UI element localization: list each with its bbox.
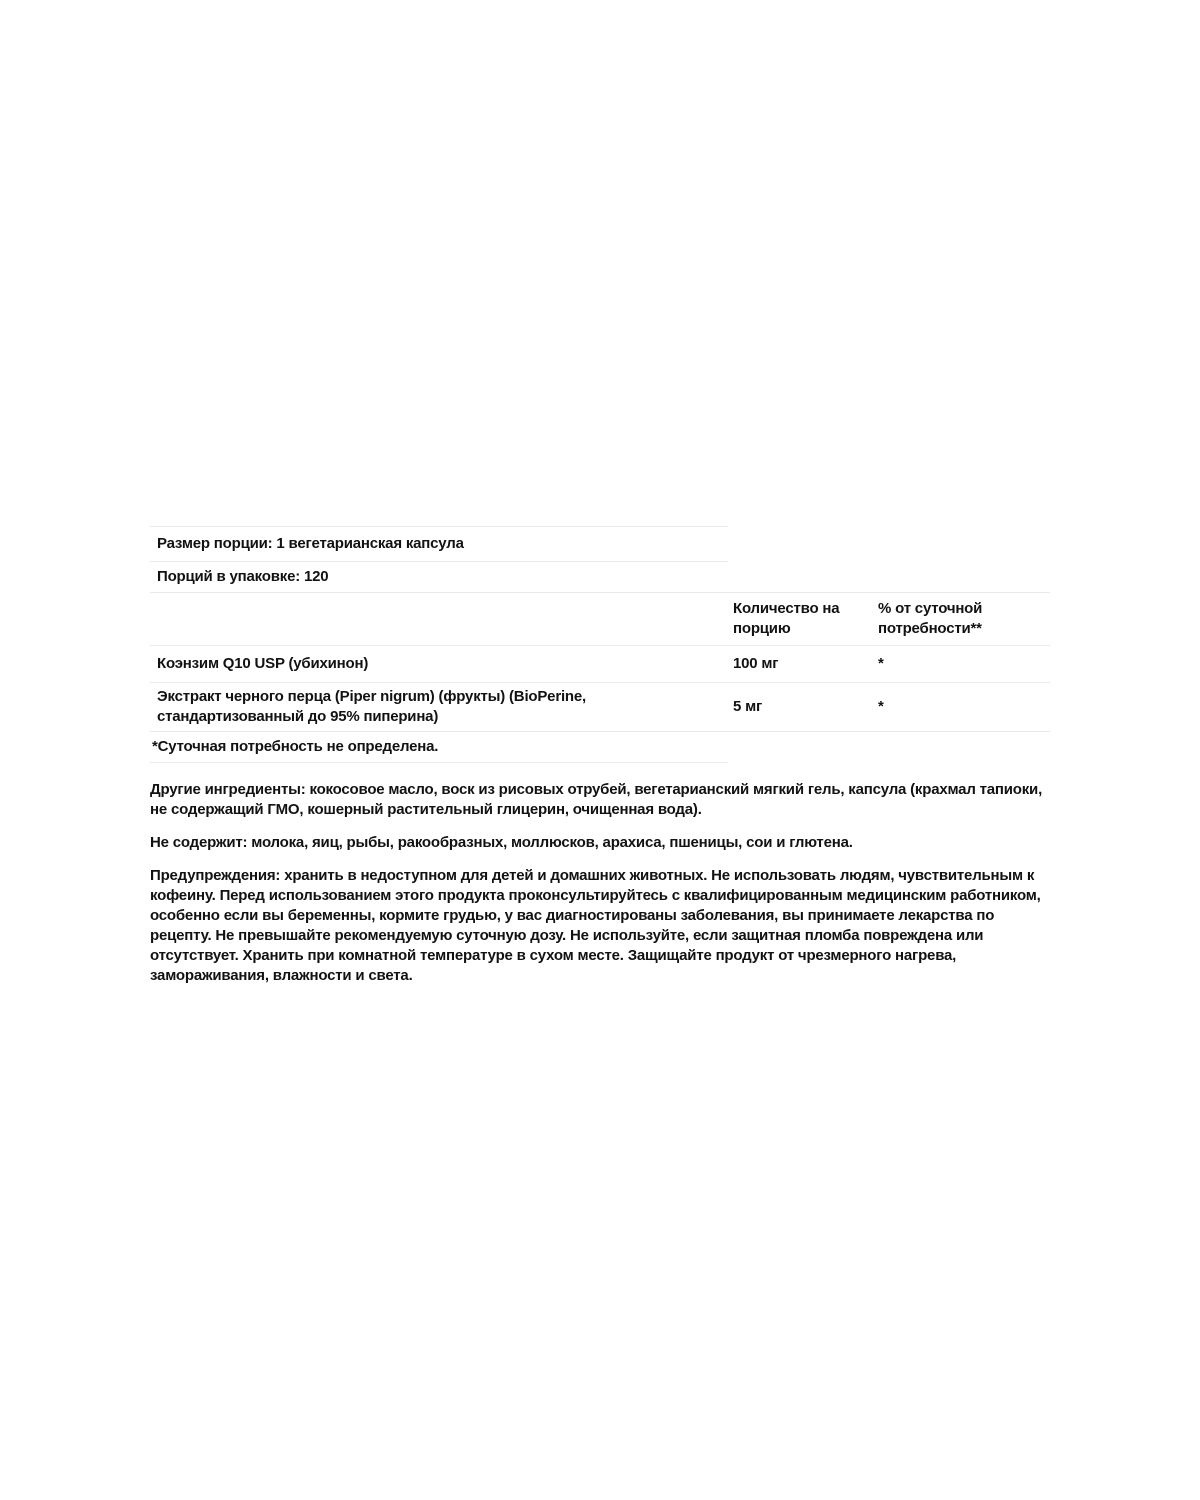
column-header-amount-per-serving: Количество на порцию	[733, 600, 840, 637]
supplement-label	[150, 526, 1050, 986]
serving-size-row	[150, 527, 728, 562]
table-header-row	[150, 593, 1050, 646]
free-of-paragraph: Не содержит: молока, яиц, рыбы, ракообразных, моллюсков, арахиса, пшеницы, сои и глютена.	[150, 834, 853, 851]
ingredient-name: Экстракт черного перца (Piper nigrum) (фрукты) (BioPerine, стандартизованный до 95% пиперина)	[157, 688, 586, 725]
ingredient-daily-value: *	[878, 655, 884, 672]
column-header-daily-value: % от суточной потребности**	[878, 600, 983, 637]
ingredient-amount: 5 мг	[733, 698, 763, 715]
servings-per-container-row	[150, 562, 728, 592]
servings-per-container-text: Порций в упаковке: 120	[157, 568, 329, 585]
other-ingredients-paragraph: Другие ингредиенты: кокосовое масло, воск из рисовых отрубей, вегетарианский мягкий гель, капсула (крахмал тапиоки, не содержащий ГМО, кошерный растительный глицерин, очищенная вода).	[150, 781, 1043, 818]
ingredient-row-coq10	[150, 646, 1050, 683]
facts-main-table	[150, 592, 1050, 763]
serving-info-block	[150, 526, 728, 592]
ingredient-daily-value: *	[878, 698, 884, 715]
ingredient-amount: 100 мг	[733, 655, 779, 672]
footnote-text: *Суточная потребность не определена.	[152, 738, 439, 755]
footnote-row	[150, 732, 728, 763]
ingredient-name: Коэнзим Q10 USP (убихинон)	[157, 655, 369, 672]
serving-size-text: Размер порции: 1 вегетарианская капсула	[157, 535, 464, 552]
warnings-paragraph: Предупреждения: хранить в недоступном для детей и домашних животных. Не использовать людям, чувствительным к кофеину. Перед использованием этого продукта проконсультируйтесь с квалифицированным медицинским работником, особенно если вы беременны, кормите грудью, у вас диагностированы заболевания, вы принимаете лекарства по рецепту. Не превышайте рекомендуемую суточную дозу. Не используйте, если защитная пломба повреждена или отсутствует. Хранить при комнатной температуре в сухом месте. Защищайте продукт от чрезмерного нагрева, замораживания, влажности и света.	[150, 867, 1041, 984]
ingredient-row-black-pepper	[150, 683, 1050, 732]
supplement-facts-table	[150, 526, 1050, 763]
